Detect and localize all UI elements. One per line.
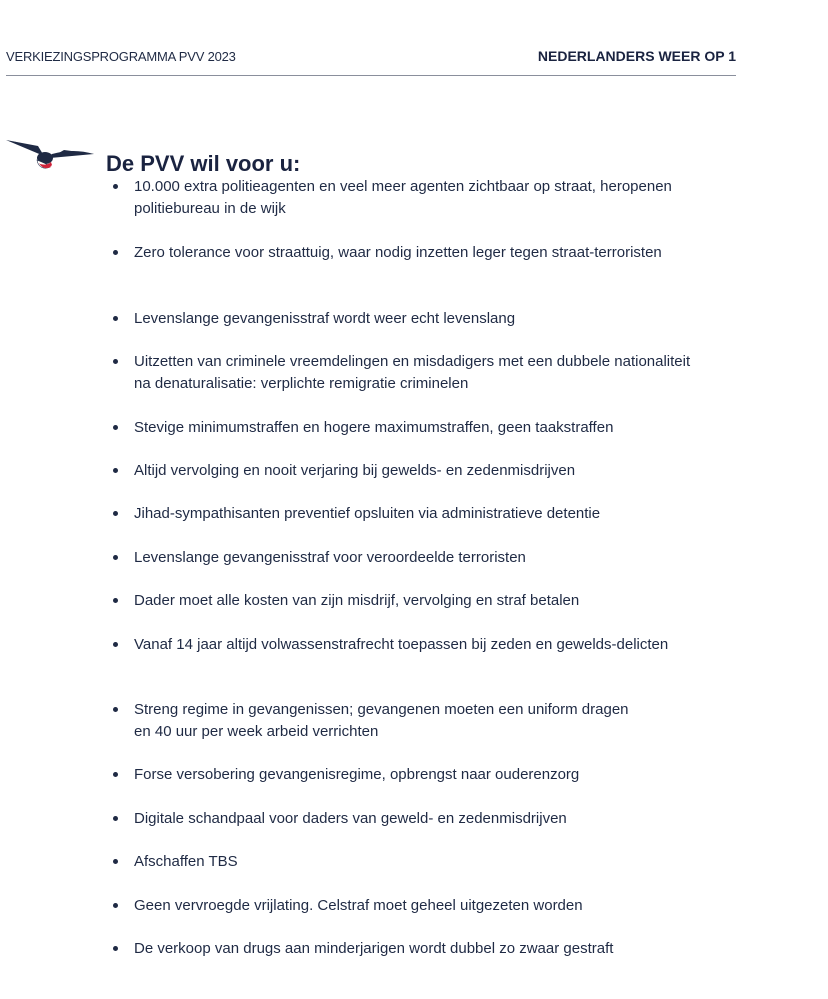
bullet-icon [113, 903, 118, 908]
list-item-text: Levenslange gevangenisstraf voor veroordeelde terroristen [134, 549, 526, 566]
bullet-icon [113, 598, 118, 603]
bullet-icon [113, 250, 118, 255]
pvv-seagull-logo-icon [4, 134, 96, 174]
list-item-text: Stevige minimumstraffen en hogere maximumstraffen, geen taakstraffen [134, 419, 614, 436]
bullet-icon [113, 425, 118, 430]
bullet-icon [113, 707, 118, 712]
list-item-text: 10.000 extra politieagenten en veel meer agenten zichtbaar op straat, heropenen politiebureau in de wijk [134, 178, 672, 217]
bullet-icon [113, 359, 118, 364]
header-divider [6, 75, 736, 76]
list-item-text: De verkoop van drugs aan minderjarigen wordt dubbel zo zwaar gestraft [134, 940, 614, 957]
list-item-text: Zero tolerance voor straattuig, waar nodig inzetten leger tegen straat-terroristen [134, 244, 662, 261]
section-heading: De PVV wil voor u: [106, 151, 301, 176]
bullet-icon [113, 468, 118, 473]
list-item-text: Levenslange gevangenisstraf wordt weer echt levenslang [134, 310, 516, 327]
list-item-text: Dader moet alle kosten van zijn misdrijf, vervolging en straf betalen [134, 592, 580, 609]
list-item-text: Jihad-sympathisanten preventief opsluiten via administratieve detentie [134, 505, 601, 522]
list-item-text: Digitale schandpaal voor daders van geweld- en zedenmisdrijven [134, 810, 567, 827]
bullet-icon [113, 555, 118, 560]
list-item-text: Geen vervroegde vrijlating. Celstraf moet geheel uitgezeten worden [134, 897, 583, 914]
list-item-text: Vanaf 14 jaar altijd volwassenstrafrecht toepassen bij zeden en gewelds-delicten [134, 636, 669, 653]
list-item-text: Forse versobering gevangenisregime, opbrengst naar ouderenzorg [134, 766, 580, 783]
list-item-text: Afschaffen TBS [134, 853, 238, 870]
bullet-icon [113, 642, 118, 647]
list-item-text: Uitzetten van criminele vreemdelingen en misdadigers met een dubbele nationaliteit na denaturalisatie: verplichte remigratie criminelen [134, 353, 691, 392]
bullet-icon [113, 772, 118, 777]
bullet-icon [113, 184, 118, 189]
list-item-text: Streng regime in gevangenissen; gevangenen moeten een uniform dragen en 40 uur per week arbeid verrichten [134, 701, 629, 740]
document-title: VERKIEZINGSPROGRAMMA PVV 2023 [6, 49, 236, 64]
bullet-icon [113, 946, 118, 951]
document-slogan: NEDERLANDERS WEER OP 1 [537, 48, 736, 64]
bullet-icon [113, 816, 118, 821]
bullet-icon [113, 316, 118, 321]
list-item-text: Altijd vervolging en nooit verjaring bij gewelds- en zedenmisdrijven [134, 462, 576, 479]
bullet-icon [113, 859, 118, 864]
bullet-icon [113, 511, 118, 516]
